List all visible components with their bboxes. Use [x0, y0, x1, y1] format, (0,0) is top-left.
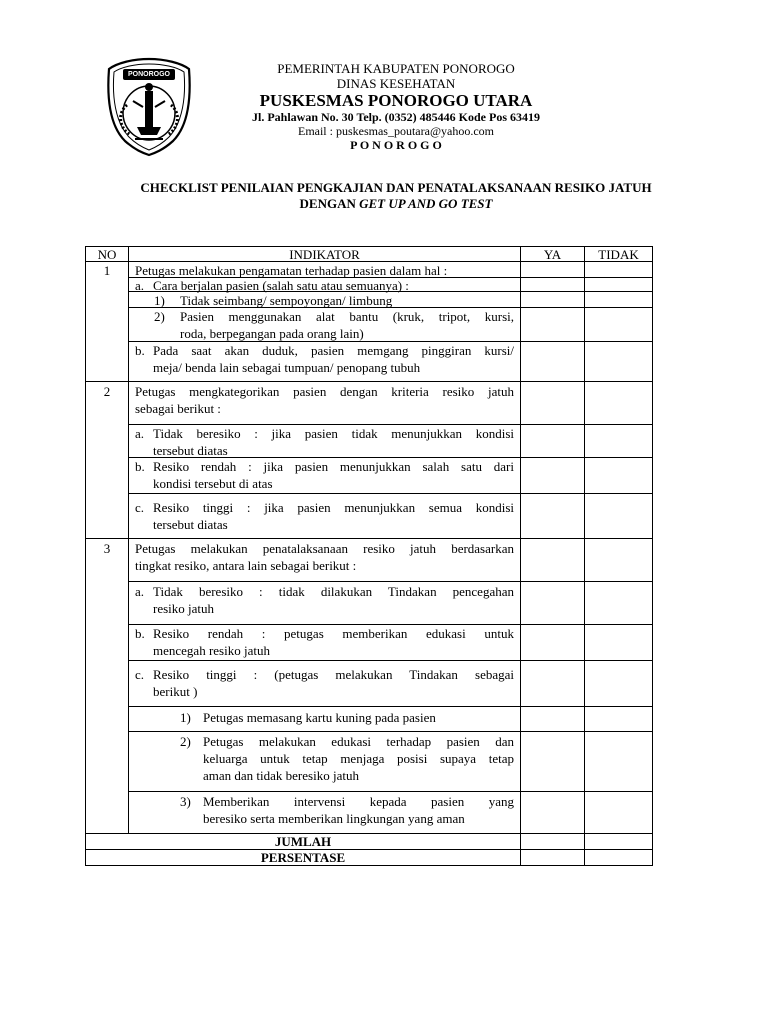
letterhead-department: DINAS KESEHATAN [336, 76, 456, 91]
row-2a-marker: a. [135, 426, 145, 441]
row-1a1-marker: 1) [154, 293, 165, 308]
row-2c-marker: c. [135, 500, 145, 515]
row-1b-marker: b. [135, 343, 145, 358]
row-3c-line1: Resiko tinggi : (petugas melakukan Tindakan sebagai [153, 667, 514, 682]
title-test-name: GET UP AND GO TEST [359, 196, 493, 211]
row-1-text: Petugas melakukan pengamatan terhadap pasien dalam hal : [135, 263, 448, 278]
row-3c3-marker: 3) [180, 794, 191, 809]
row-2b-line2: kondisi tersebut di atas [153, 476, 273, 491]
row-3c2-line3: aman dan tidak beresiko jatuh [203, 768, 359, 783]
row-3c2-marker: 2) [180, 734, 191, 749]
row-3c3-line1: Memberikan intervensi kepada pasien yang [203, 794, 514, 809]
footer-jumlah: JUMLAH [274, 834, 332, 849]
row-2a-line1: Tidak beresiko : jika pasien tidak menunjukkan kondisi [153, 426, 514, 441]
logo-banner-text: PONOROGO [127, 71, 170, 78]
row-3c3-line2: beresiko serta memberikan lingkungan yang aman [203, 811, 465, 826]
row-3c1-text: Petugas memasang kartu kuning pada pasien [203, 710, 436, 725]
letterhead-address: Jl. Pahlawan No. 30 Telp. (0352) 485446 Kode Pos 63419 [251, 110, 541, 124]
row-1a-text: Cara berjalan pasien (salah satu atau semuanya) : [153, 278, 409, 293]
row-3a-line2: resiko jatuh [153, 601, 215, 616]
row-3a-marker: a. [135, 584, 145, 599]
row-3-line2: tingkat resiko, antara lain sebagai berikut : [135, 558, 357, 573]
row-3b-line2: mencegah resiko jatuh [153, 643, 270, 658]
footer-persentase: PERSENTASE [260, 850, 346, 865]
row-3b-marker: b. [135, 626, 145, 641]
row-number-3: 3 [103, 541, 111, 556]
row-2-line2: sebagai berikut : [135, 401, 221, 416]
row-3c-line2: berikut ) [153, 684, 198, 699]
row-number-2: 2 [103, 384, 111, 399]
row-3-line1: Petugas melakukan penatalaksanaan resiko jatuh berdasarkan [135, 541, 514, 556]
document-title-line1: CHECKLIST PENILAIAN PENGKAJIAN DAN PENATALAKSANAAN RESIKO JATUH [140, 180, 652, 195]
row-1a2-line2: roda, berpegangan pada orang lain) [180, 326, 364, 341]
title-prefix: DENGAN [299, 196, 360, 211]
letterhead-email: Email : puskesmas_poutara@yahoo.com [297, 124, 494, 138]
row-3a-line1: Tidak beresiko : tidak dilakukan Tindakan pencegahan [153, 584, 514, 599]
row-3c-marker: c. [135, 667, 145, 682]
header-tidak: TIDAK [598, 247, 639, 262]
row-3c2-line2: keluarga untuk tetap menjaga posisi supaya tetap [203, 751, 514, 766]
header-no: NO [97, 247, 117, 262]
letterhead-government: PEMERINTAH KABUPATEN PONOROGO [277, 61, 515, 76]
row-2b-line1: Resiko rendah : jika pasien menunjukkan salah satu dari [153, 459, 514, 474]
row-1a-marker: a. [135, 278, 145, 293]
letterhead-city: P O N O R O G O [350, 138, 442, 152]
row-2c-line2: tersebut diatas [153, 517, 228, 532]
row-2c-line1: Resiko tinggi : jika pasien menunjukkan semua kondisi [153, 500, 514, 515]
header-indikator: INDIKATOR [289, 247, 360, 262]
row-3c1-marker: 1) [180, 710, 191, 725]
letterhead-puskesmas: PUSKESMAS PONOROGO UTARA [259, 91, 533, 110]
row-2a-line2: tersebut diatas [153, 443, 228, 458]
row-3b-line1: Resiko rendah : petugas memberikan edukasi untuk [153, 626, 514, 641]
row-2b-marker: b. [135, 459, 145, 474]
row-2-line1: Petugas mengkategorikan pasien dengan kriteria resiko jatuh [135, 384, 514, 399]
row-1a2-marker: 2) [154, 309, 165, 324]
row-1b-line2: meja/ benda lain sebagai tumpuan/ penopang tubuh [153, 360, 421, 375]
row-1a2-line1: Pasien menggunakan alat bantu (kruk, tripot, kursi, [180, 309, 514, 324]
row-1a1-text: Tidak seimbang/ sempoyongan/ limbung [180, 293, 393, 308]
header-ya: YA [543, 247, 562, 262]
row-number-1: 1 [103, 263, 111, 278]
row-3c2-line1: Petugas melakukan edukasi terhadap pasien dan [203, 734, 514, 749]
row-1b-line1: Pada saat akan duduk, pasien memgang pinggiran kursi/ [153, 343, 514, 358]
